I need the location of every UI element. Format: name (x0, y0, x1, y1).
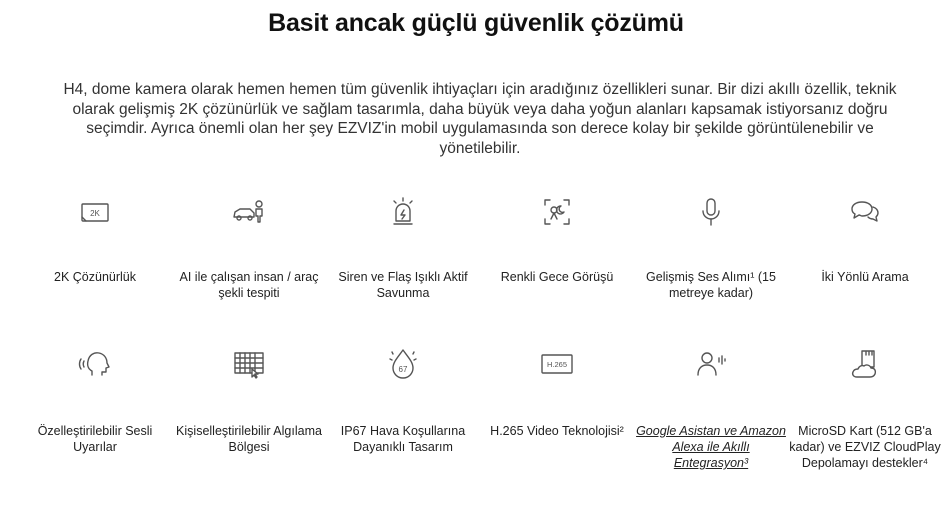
detection-zone-icon (229, 344, 269, 384)
svg-text:67: 67 (398, 365, 408, 374)
intro-paragraph: H4, dome kamera olarak hemen hemen tüm güvenlik ihtiyaçları için aradığınız özellikleri sunar. Bir dizi akıllı özellik, teknik olarak gelişmiş 2K çözünürlük ve sağlam tasarımla, daha büyük veya daha yoğun alanları kapsamak istiyorsanız doğru seçimdir. Ayrıca önemli olan her şey EZVIZ'in mobil uygulamasında son derece kolay bir şekilde görüntülenebilir ve yönetilebilir. (63, 81, 897, 157)
feature-label: Siren ve Flaş Işıklı Aktif Savunma (338, 270, 468, 300)
2k-resolution-icon (75, 192, 115, 232)
microsd-cloud-icon (845, 344, 885, 384)
color-night-vision-icon (537, 192, 577, 232)
feature-label: Kişiselleştirilebilir Algılama Bölgesi (176, 424, 322, 454)
h265-video-icon (537, 344, 577, 384)
feature-label: AI ile çalışan insan / araç şekli tespiti (179, 270, 319, 300)
custom-voice-alert-icon (75, 344, 115, 384)
feature-label: Renkli Gece Görüşü (500, 270, 614, 284)
ip67-weatherproof-icon (383, 344, 423, 384)
feature-label: IP67 Hava Koşullarına Dayanıklı Tasarım (340, 424, 466, 454)
feature-label: İki Yönlü Arama (821, 270, 909, 284)
two-way-talk-icon (845, 192, 885, 232)
voice-assistant-icon (691, 344, 731, 384)
siren-light-icon (383, 192, 423, 232)
person-vehicle-detection-icon (229, 192, 269, 232)
microphone-icon (691, 192, 731, 232)
feature-label: Özelleştirilebilir Sesli Uyarılar (37, 424, 153, 454)
feature-label: 2K Çözünürlük (54, 270, 136, 284)
feature-label: Gelişmiş Ses Alımı¹ (15 metreye kadar) (646, 270, 776, 300)
svg-text:2K: 2K (90, 209, 100, 218)
feature-label: H.265 Video Teknolojisi² (490, 424, 624, 438)
voice-assistant-link[interactable]: Google Asistan ve Amazon Alexa ile Akıllı Entegrasyon³ (636, 424, 786, 470)
svg-text:H.265: H.265 (546, 360, 568, 369)
feature-label: MicroSD Kart (512 GB'a kadar) ve EZVIZ CloudPlay Depolamayı destekler⁴ (789, 424, 941, 470)
section-title: Basit ancak güçlü güvenlik çözümü (268, 9, 684, 37)
